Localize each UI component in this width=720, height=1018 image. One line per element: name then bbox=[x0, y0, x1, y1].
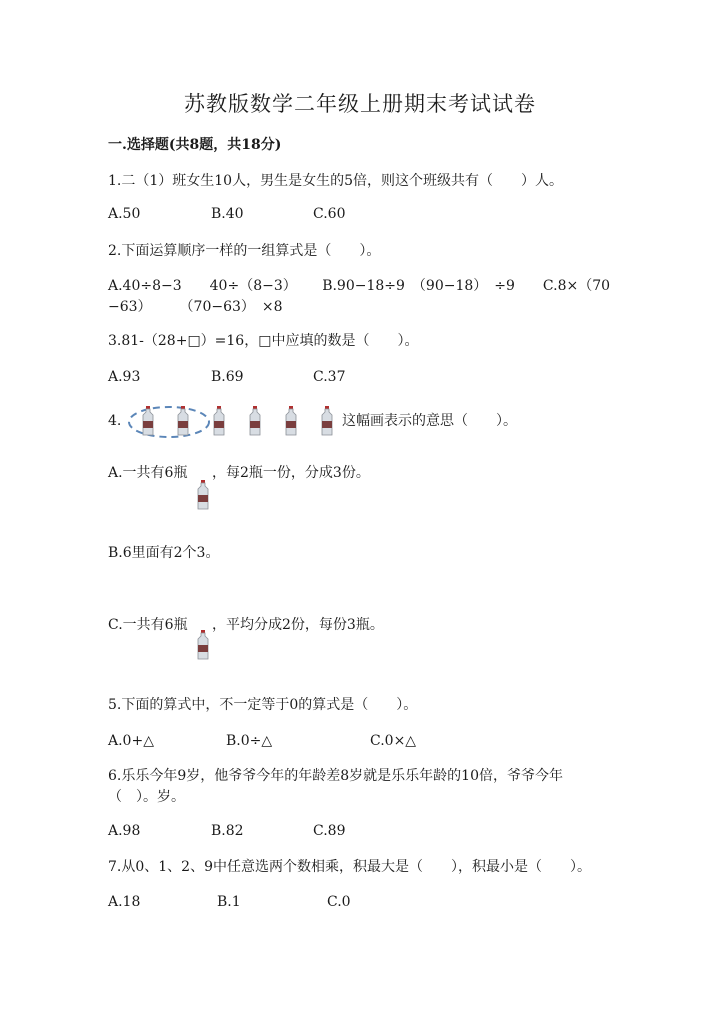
question-2-stem: 2.下面运算顺序一样的一组算式是（ ）。 bbox=[108, 243, 381, 259]
question-2-options-line1[interactable]: A.40÷8−3 40÷（8−3） B.90−18÷9 （90−18） ÷9 C.8×（70 bbox=[108, 278, 611, 294]
question-1-stem: 1.二（1）班女生10人，男生是女生的5倍，则这个班级共有（ ）人。 bbox=[108, 173, 563, 189]
question-4-option-a-rest[interactable]: ，每2瓶一份，分成3份。 bbox=[212, 465, 370, 481]
bottle-icon bbox=[212, 406, 226, 436]
question-3-option-b[interactable]: B.69 bbox=[211, 369, 244, 385]
question-6-option-b[interactable]: B.82 bbox=[211, 823, 244, 839]
question-3-option-a[interactable]: A.93 bbox=[108, 369, 141, 385]
question-4-option-c-text[interactable]: C.一共有6瓶 bbox=[108, 617, 188, 633]
page-title: 苏教版数学二年级上册期末考试试卷 bbox=[184, 92, 536, 116]
question-4-option-a-text[interactable]: A.一共有6瓶 bbox=[108, 465, 188, 481]
bottle-icon bbox=[196, 630, 210, 660]
question-1-option-c[interactable]: C.60 bbox=[313, 206, 346, 222]
question-7-option-c[interactable]: C.0 bbox=[327, 894, 351, 910]
bottle-icon bbox=[176, 406, 190, 436]
section-heading: 一.选择题(共8题，共18分) bbox=[108, 137, 282, 153]
question-6-option-c[interactable]: C.89 bbox=[313, 823, 346, 839]
question-5-option-b[interactable]: B.0÷△ bbox=[226, 733, 273, 749]
question-4-option-b[interactable]: B.6里面有2个3。 bbox=[108, 545, 220, 561]
question-3-stem: 3.81-（28+□）=16，□中应填的数是（ ）。 bbox=[108, 333, 419, 349]
bottle-icon bbox=[248, 406, 262, 436]
question-7-option-b[interactable]: B.1 bbox=[217, 894, 241, 910]
question-1-option-b[interactable]: B.40 bbox=[211, 206, 244, 222]
question-1-option-a[interactable]: A.50 bbox=[108, 206, 141, 222]
question-5-option-a[interactable]: A.0+△ bbox=[108, 733, 154, 749]
question-7-option-a[interactable]: A.18 bbox=[108, 894, 141, 910]
question-5-stem: 5.下面的算式中，不一定等于0的算式是（ ）。 bbox=[108, 697, 418, 713]
question-6-stem-line1: 6.乐乐今年9岁，他爷爷今年的年龄差8岁就是乐乐年龄的10倍，爷爷今年 bbox=[108, 768, 563, 784]
bottle-icon bbox=[284, 406, 298, 436]
question-4-option-c-rest[interactable]: ，平均分成2份，每份3瓶。 bbox=[212, 617, 384, 633]
question-5-option-c[interactable]: C.0×△ bbox=[370, 733, 417, 749]
bottle-icon bbox=[320, 406, 334, 436]
question-4-stem: 这幅画表示的意思（ ）。 bbox=[342, 413, 517, 429]
grouping-ellipse bbox=[126, 404, 212, 440]
question-6-stem-line2: （ ）。岁。 bbox=[108, 789, 185, 805]
question-7-stem: 7.从0、1、2、9中任意选两个数相乘，积最大是（ ），积最小是（ ）。 bbox=[108, 859, 591, 875]
question-3-option-c[interactable]: C.37 bbox=[313, 369, 346, 385]
question-4-number: 4. bbox=[108, 413, 122, 429]
bottle-icon bbox=[141, 406, 155, 436]
question-6-option-a[interactable]: A.98 bbox=[108, 823, 141, 839]
bottle-icon bbox=[196, 480, 210, 510]
question-2-options-line2[interactable]: −63） （70−63） ×8 bbox=[108, 299, 283, 315]
